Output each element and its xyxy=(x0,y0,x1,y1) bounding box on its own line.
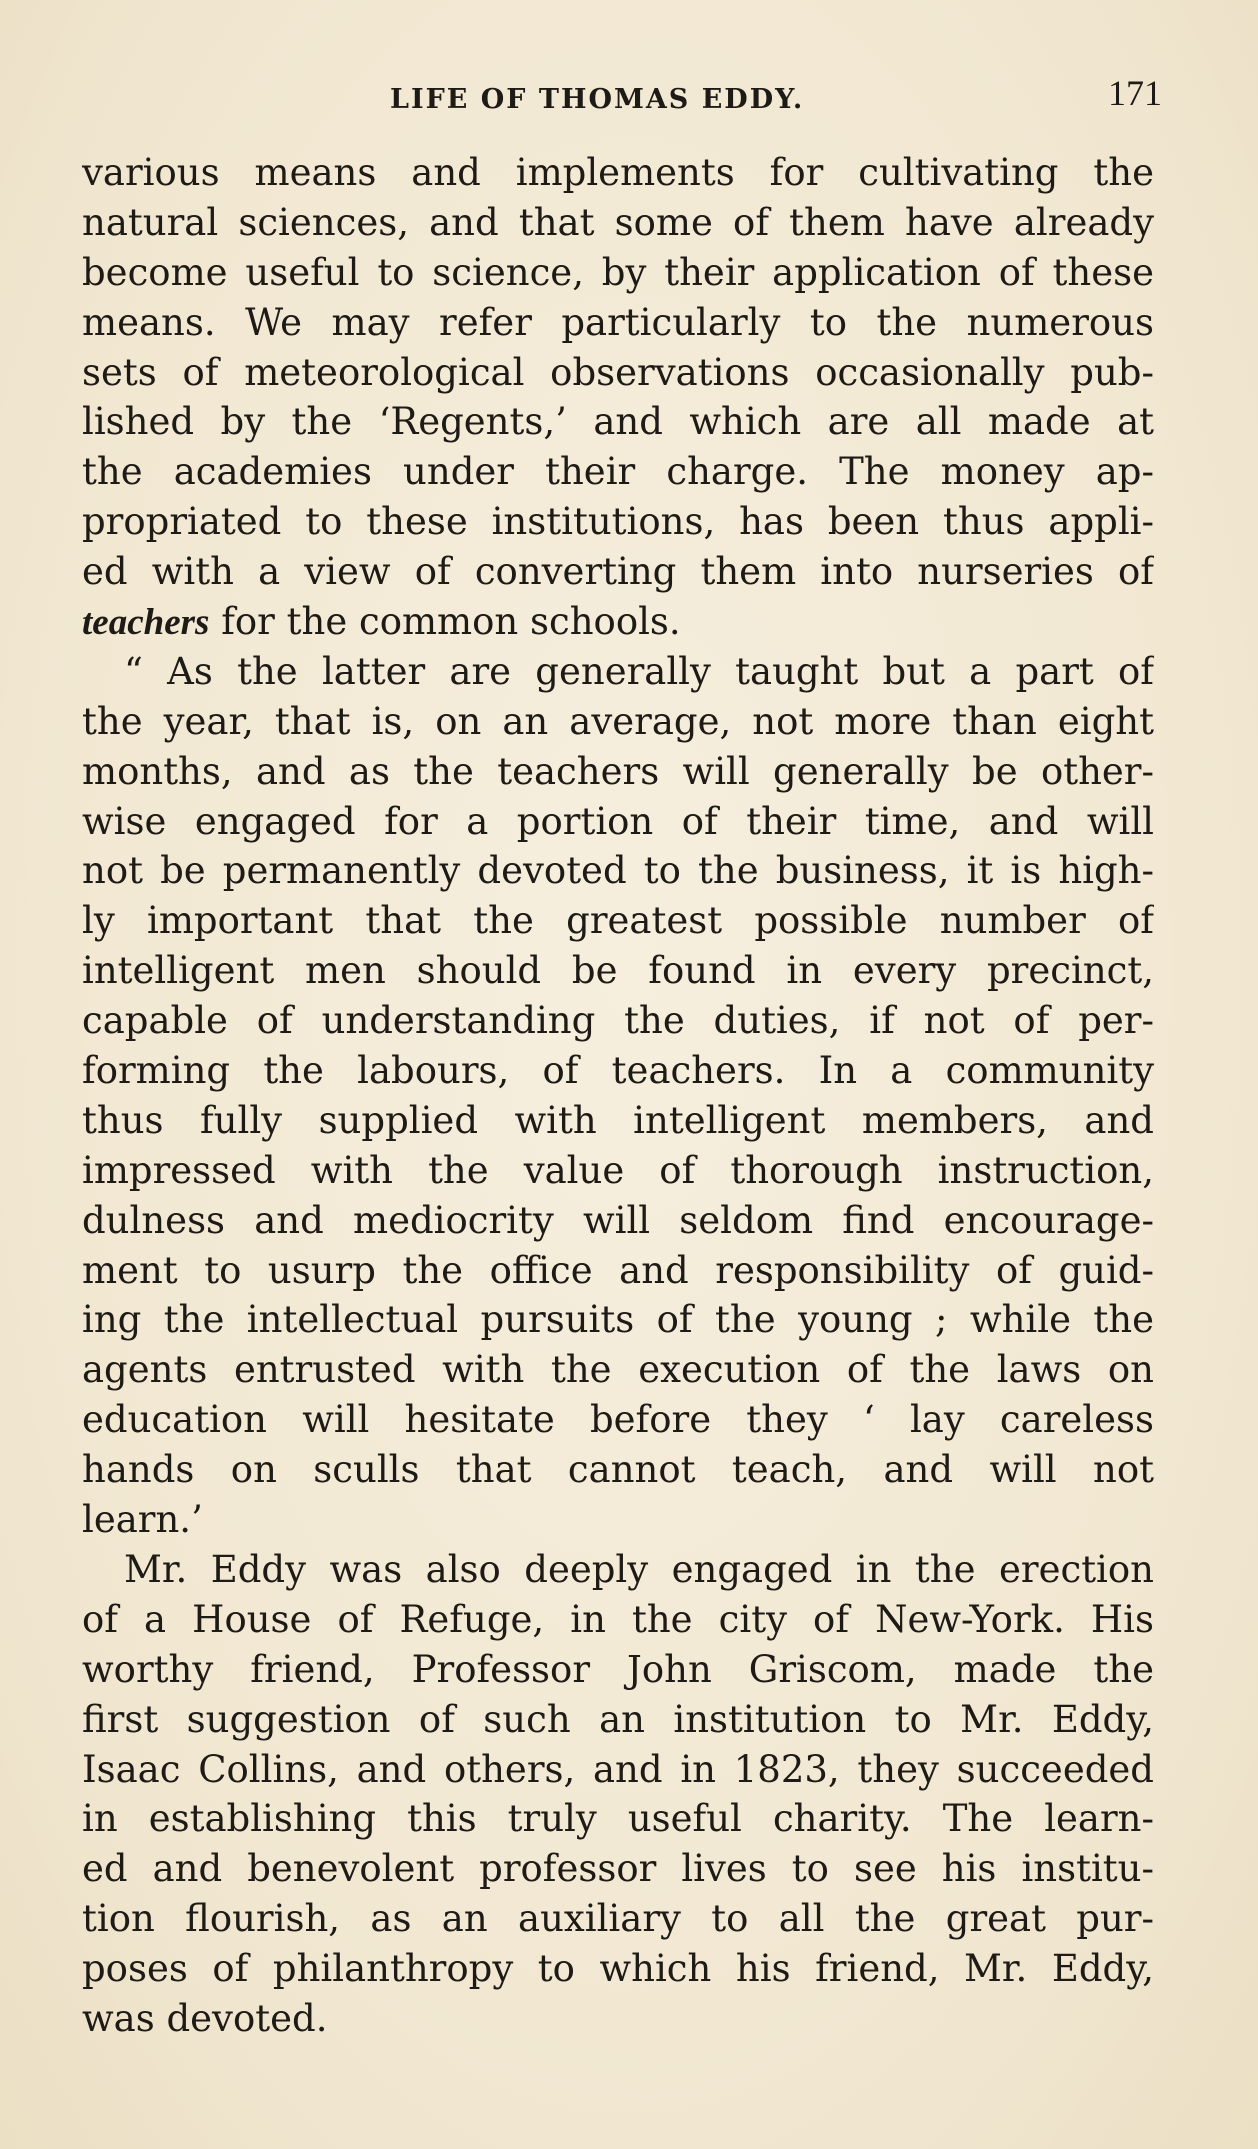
text-line: learn.’ xyxy=(82,1498,203,1542)
text-line: propriated to these institutions, has been thus appli- xyxy=(82,500,1154,544)
text-fragment: for the common schools. xyxy=(209,600,681,644)
text-line: ed with a view of converting them into nurseries of xyxy=(82,550,1154,594)
text-line: months, and as the teachers will generally be other- xyxy=(82,749,1154,793)
running-head xyxy=(0,73,1258,118)
body-text xyxy=(82,148,1154,2044)
text-line: natural sciences, and that some of them have already xyxy=(82,200,1154,244)
text-line: education will hesitate before they ‘ lay careless xyxy=(82,1398,1154,1442)
text-line: ment to usurp the office and responsibility of guid- xyxy=(82,1248,1154,1292)
italic-word: teachers xyxy=(82,602,210,644)
text-line: Mr. Eddy was also deeply engaged in the erection xyxy=(124,1547,1154,1591)
text-line: of a House of Refuge, in the city of New-York. His xyxy=(82,1597,1154,1641)
text-line: forming the labours, of teachers. In a community xyxy=(82,1049,1154,1093)
text-line: intelligent men should be found in every precinct, xyxy=(82,949,1154,993)
text-line: ed and benevolent professor lives to see his institu- xyxy=(82,1847,1154,1891)
text-line: wise engaged for a portion of their time, and will xyxy=(82,799,1154,843)
text-line: tion flourish, as an auxiliary to all the great pur- xyxy=(82,1897,1154,1941)
text-line: agents entrusted with the execution of the laws on xyxy=(82,1348,1154,1392)
text-line: Isaac Collins, and others, and in 1823, they succeeded xyxy=(82,1747,1154,1791)
text-line: worthy friend, Professor John Griscom, made the xyxy=(82,1647,1154,1691)
text-line: capable of understanding the duties, if not of per- xyxy=(82,999,1154,1043)
text-line: was devoted. xyxy=(82,1996,328,2040)
text-line xyxy=(82,597,1154,647)
text-line: sets of meteorological observations occasionally pub- xyxy=(82,350,1154,394)
text-line: the academies under their charge. The money ap- xyxy=(82,450,1154,494)
text-line: ly important that the greatest possible number of xyxy=(82,899,1154,943)
text-line: impressed with the value of thorough instruction, xyxy=(82,1148,1154,1192)
text-line: first suggestion of such an institution to Mr. Eddy, xyxy=(82,1697,1154,1741)
text-line: in establishing this truly useful charity. The learn- xyxy=(82,1797,1154,1841)
page-number: 171 xyxy=(1108,73,1162,113)
text-line: dulness and mediocrity will seldom find encourage- xyxy=(82,1198,1154,1242)
text-line: the year, that is, on an average, not more than eight xyxy=(82,699,1154,743)
running-head-title: LIFE OF THOMAS EDDY. xyxy=(390,84,805,115)
text-line: lished by the ‘Regents,’ and which are all made at xyxy=(82,400,1154,444)
text-line: poses of philanthropy to which his friend, Mr. Eddy, xyxy=(82,1947,1154,1991)
text-line: become useful to science, by their application of these xyxy=(82,250,1154,294)
text-line: thus fully supplied with intelligent members, and xyxy=(82,1098,1154,1142)
text-line: ing the intellectual pursuits of the young ; while the xyxy=(82,1298,1154,1342)
text-line: hands on sculls that cannot teach, and will not xyxy=(82,1448,1154,1492)
text-line: not be permanently devoted to the business, it is high- xyxy=(82,849,1154,893)
text-line: various means and implements for cultivating the xyxy=(82,151,1154,194)
text-line: means. We may refer particularly to the numerous xyxy=(82,300,1154,344)
text-line: “ As the latter are generally taught but a part of xyxy=(124,649,1154,693)
